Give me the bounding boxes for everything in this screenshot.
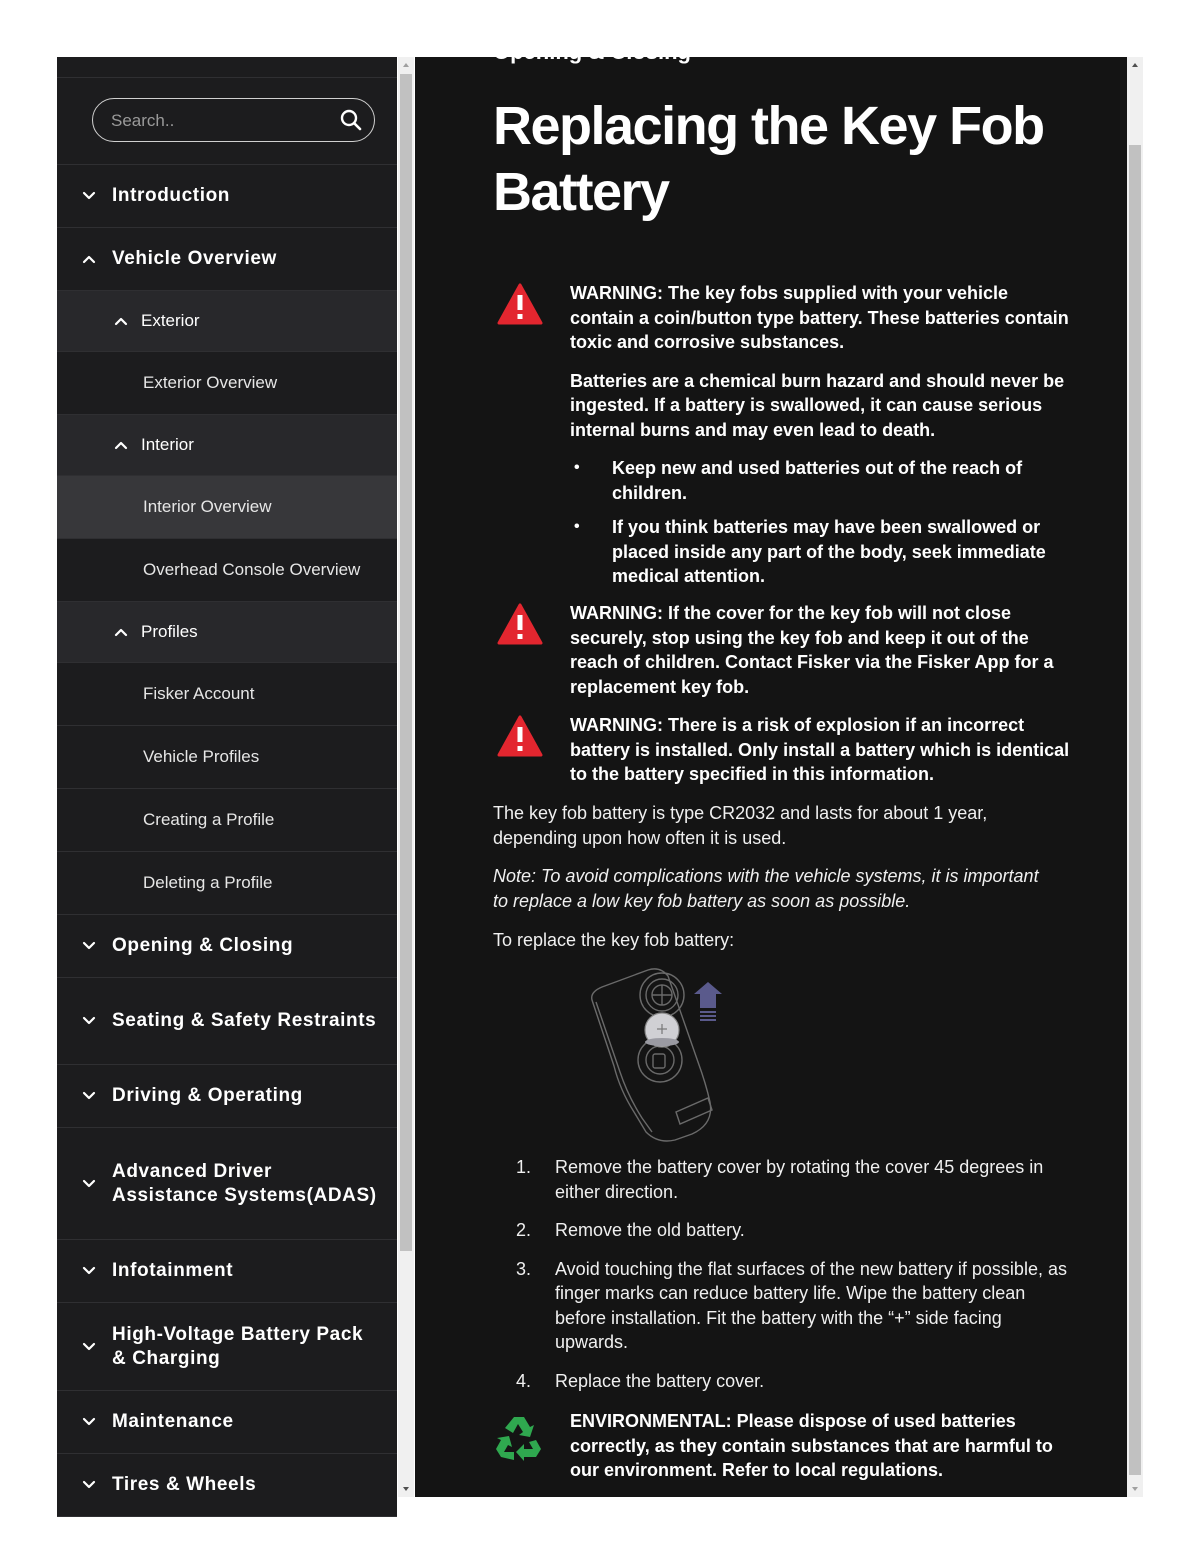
main-content <box>415 39 1127 1497</box>
chevron-down-icon[interactable] <box>82 1342 96 1352</box>
sidebar-item-interior[interactable] <box>57 415 397 476</box>
sidebar-item-driving-operating[interactable] <box>57 1065 397 1128</box>
sidebar-item-infotainment[interactable] <box>57 1240 397 1303</box>
chevron-down-icon[interactable] <box>82 941 96 951</box>
sidebar-item-deleting-a-profile[interactable] <box>57 852 397 915</box>
sidebar-item-tires-wheels[interactable] <box>57 1454 397 1517</box>
chevron-up-icon[interactable] <box>114 627 128 637</box>
sidebar-item-label: Interior Overview <box>143 497 272 516</box>
sidebar-item-label: Advanced Driver Assistance Systems(ADAS) <box>112 1160 377 1206</box>
step-number: 1. <box>516 1157 532 1177</box>
chevron-down-icon[interactable] <box>82 1417 96 1427</box>
note-text: To avoid complications with the vehicle systems, it is important to replace a low key fob battery as soon as possible. <box>493 866 1039 911</box>
warning-text: WARNING: The key fobs supplied with your vehicle contain a coin/button type battery. These batteries contain toxic and corrosive substances. <box>570 283 1069 352</box>
sidebar <box>57 57 397 1497</box>
content-scroll-thumb[interactable] <box>1129 145 1141 1475</box>
sidebar-item-label: Fisker Account <box>143 684 255 703</box>
warning-block-explosion <box>493 713 1073 801</box>
scroll-up-arrow-icon[interactable] <box>398 57 414 73</box>
sidebar-item-profiles[interactable] <box>57 602 397 663</box>
step-number: 3. <box>516 1258 532 1279</box>
sidebar-item-label: Seating & Safety Restraints <box>112 1010 377 1031</box>
sidebar-item-interior-overview[interactable] <box>57 476 397 539</box>
chevron-up-icon[interactable] <box>114 316 128 326</box>
sidebar-item-overhead-console-overview[interactable] <box>57 539 397 602</box>
sidebar-scrollbar[interactable] <box>398 57 414 1497</box>
sidebar-item-label: Profiles <box>141 622 198 641</box>
note-paragraph <box>493 864 1053 913</box>
cut-off-heading: Opening & Closing <box>493 39 691 64</box>
step-number: 4. <box>516 1370 532 1391</box>
sidebar-item-label: Creating a Profile <box>143 810 275 829</box>
chevron-down-icon[interactable] <box>82 1016 96 1026</box>
sidebar-item-label: Exterior <box>141 311 200 330</box>
sidebar-item-introduction[interactable] <box>57 165 397 228</box>
sidebar-item-label: Interior <box>141 435 194 454</box>
step-text: Avoid touching the flat surfaces of the new battery if possible, as finger marks can reduce battery life. Wipe the battery clean before installation. Fit the battery with the “+” side facing upwards. <box>555 1258 1067 1352</box>
step-item <box>493 1155 1073 1204</box>
sidebar-top-divider <box>57 57 397 78</box>
step-item <box>493 1257 1073 1355</box>
warning-text: WARNING: There is a risk of explosion if an incorrect battery is installed. Only install a battery which is identical to the battery specified in this information. <box>570 715 1070 784</box>
steps-list <box>493 1155 1073 1407</box>
warning-text: WARNING: If the cover for the key fob will not close securely, stop using the key fob and keep it out of the reach of children. Contact Fisker via the Fisker App for a replacement key fob. <box>570 603 1054 697</box>
sidebar-item-creating-a-profile[interactable] <box>57 789 397 852</box>
step-text: Remove the old battery. <box>555 1220 745 1240</box>
chevron-up-icon[interactable] <box>114 440 128 450</box>
sidebar-item-label: Introduction <box>112 185 231 206</box>
steps-intro: To replace the key fob battery: <box>493 930 735 950</box>
scroll-up-arrow-icon[interactable] <box>1127 57 1143 73</box>
recycle-icon <box>495 1413 543 1461</box>
warning-bullets <box>493 456 1073 589</box>
sidebar-item-label: Deleting a Profile <box>143 873 273 892</box>
step-item <box>493 1218 1073 1243</box>
step-text: Remove the battery cover by rotating the cover 45 degrees in either direction. <box>555 1157 1044 1202</box>
sidebar-item-label: Opening & Closing <box>112 935 294 956</box>
sidebar-item-fisker-account[interactable] <box>57 663 397 726</box>
sidebar-item-label: Tires & Wheels <box>112 1474 257 1495</box>
search-box[interactable] <box>92 98 375 142</box>
environmental-text: ENVIRONMENTAL: Please dispose of used batteries correctly, as they contain substances that are harmful to our environment. Refer to local regulations. <box>570 1411 1053 1480</box>
sidebar-scroll-thumb[interactable] <box>400 74 412 1251</box>
content-scrollbar[interactable] <box>1127 57 1143 1497</box>
search-input[interactable] <box>109 99 333 142</box>
chevron-up-icon[interactable] <box>82 254 96 264</box>
sidebar-item-label: Overhead Console Overview <box>143 560 361 579</box>
sidebar-item-maintenance[interactable] <box>57 1391 397 1454</box>
sidebar-item-high-voltage-battery-pack-charging[interactable] <box>57 1303 397 1391</box>
sidebar-item-exterior-overview[interactable] <box>57 352 397 415</box>
note-label: Note: <box>493 866 537 886</box>
chevron-down-icon[interactable] <box>82 1179 96 1189</box>
sidebar-item-label: High-Voltage Battery Pack & Charging <box>112 1323 364 1369</box>
search-icon[interactable] <box>340 109 362 131</box>
sidebar-item-seating-safety-restraints[interactable] <box>57 978 397 1065</box>
sidebar-item-vehicle-overview[interactable] <box>57 228 397 291</box>
warning-bullet: • Keep new and used batteries out of the reach of children. <box>612 456 1073 505</box>
sidebar-item-exterior[interactable] <box>57 291 397 352</box>
sidebar-item-vehicle-profiles[interactable] <box>57 726 397 789</box>
sidebar-item-label: Vehicle Profiles <box>143 747 260 766</box>
warning-triangle-icon <box>497 283 543 325</box>
warning-bullet: • If you think batteries may have been swallowed or placed inside any part of the body, seek immediate medical attention. <box>612 515 1073 589</box>
warning-block-battery-toxic <box>493 281 1073 599</box>
warning-text-burn: Batteries are a chemical burn hazard and should never be ingested. If a battery is swallowed, it can cause serious internal burns and may even lead to death. <box>570 370 1065 440</box>
sidebar-item-label: Driving & Operating <box>112 1085 303 1106</box>
warning-triangle-icon <box>497 603 543 645</box>
search-area <box>57 78 397 165</box>
sidebar-nav <box>57 165 397 1517</box>
warning-triangle-icon <box>497 715 543 757</box>
page-title: Replacing the Key Fob Battery <box>493 96 1044 222</box>
sidebar-item-label: Infotainment <box>112 1260 234 1281</box>
scroll-down-arrow-icon[interactable] <box>1127 1481 1143 1497</box>
sidebar-item-opening-closing[interactable] <box>57 915 397 978</box>
sidebar-item-label: Maintenance <box>112 1411 234 1432</box>
step-item <box>493 1369 1073 1394</box>
step-number: 2. <box>516 1220 532 1240</box>
chevron-down-icon[interactable] <box>82 1266 96 1276</box>
scroll-down-arrow-icon[interactable] <box>398 1481 414 1497</box>
chevron-down-icon[interactable] <box>82 191 96 201</box>
key-fob-illustration <box>580 962 730 1147</box>
environmental-block <box>493 1409 1073 1483</box>
chevron-down-icon[interactable] <box>82 1480 96 1490</box>
step-text: Replace the battery cover. <box>555 1370 765 1391</box>
sidebar-item-label: Exterior Overview <box>143 373 278 392</box>
sidebar-item-advanced-driver-assistance-systems-adas[interactable] <box>57 1128 397 1240</box>
sidebar-item-label: Vehicle Overview <box>112 248 277 269</box>
warning-block-cover <box>493 601 1073 713</box>
battery-info-paragraph: The key fob battery is type CR2032 and lasts for about 1 year, depending upon how often it is used. <box>493 803 988 848</box>
chevron-down-icon[interactable] <box>82 1091 96 1101</box>
